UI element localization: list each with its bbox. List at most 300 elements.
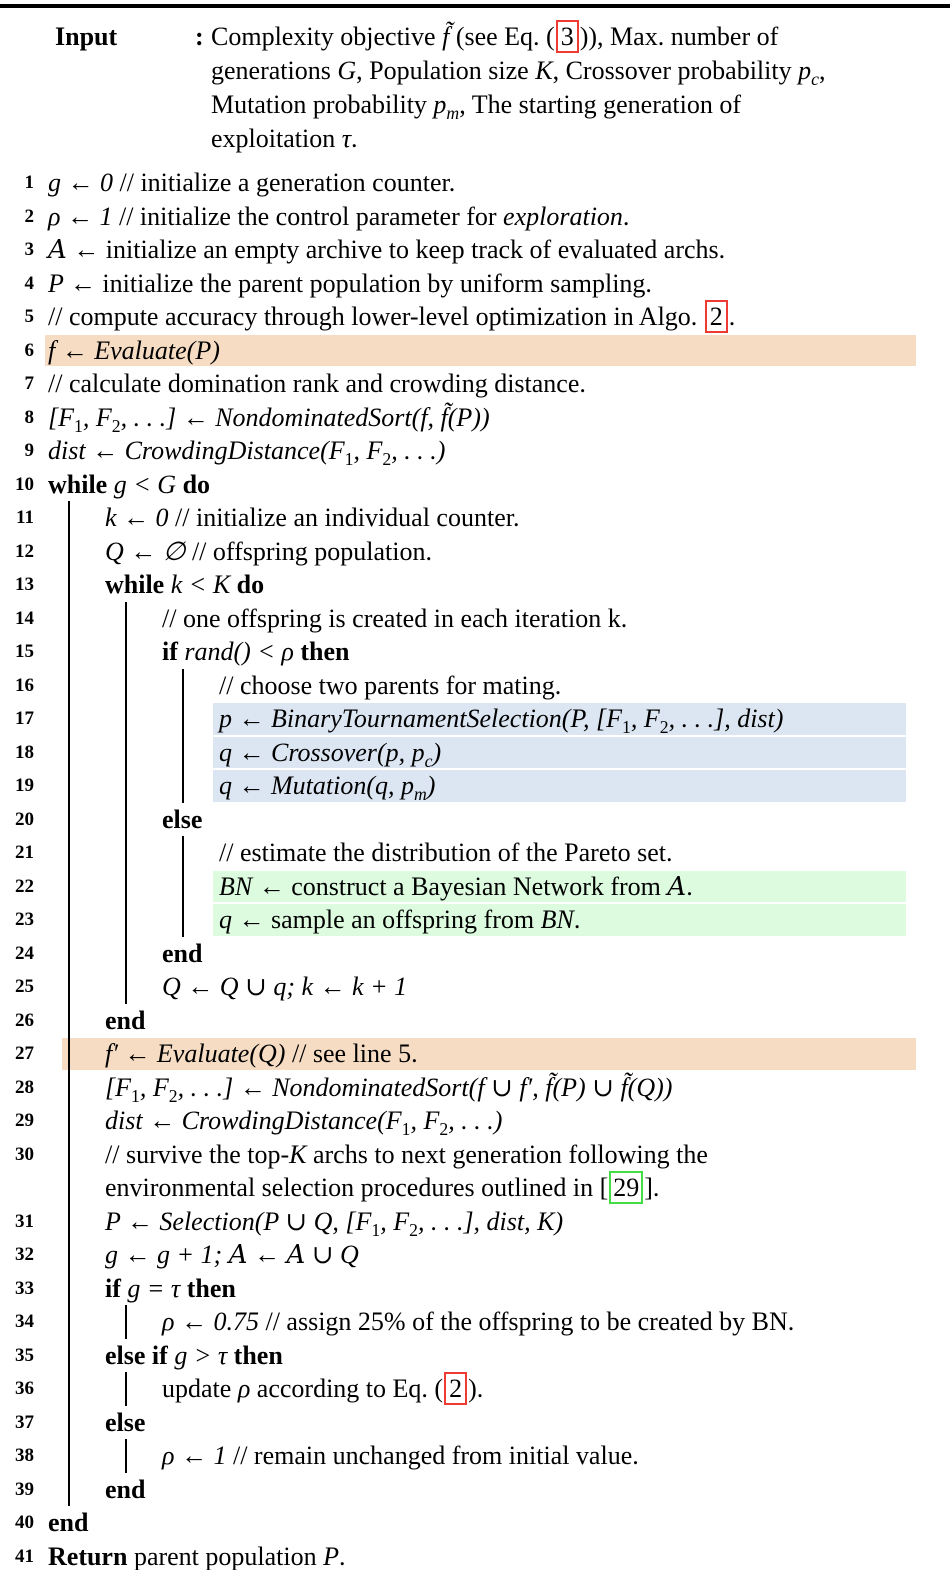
gutter [34, 769, 48, 803]
algo-line-1 [0, 166, 950, 200]
text-segment: g ← g + 1; [105, 1240, 229, 1269]
algo-line-9 [0, 434, 950, 468]
text-segment: do [230, 570, 265, 599]
line-number: 11 [16, 507, 34, 528]
text-segment: P ← [48, 268, 103, 298]
text-segment: // one offspring is created in each iteration k. [162, 603, 628, 633]
subscript: 1 [622, 717, 631, 738]
text-segment: Mutation probability [211, 90, 434, 119]
gutter [34, 535, 48, 569]
line-content [48, 401, 490, 435]
text-segment: [F [48, 402, 74, 432]
gutter [34, 166, 48, 200]
gutter [34, 669, 48, 703]
text-segment: A [286, 1240, 306, 1270]
text-segment: CrowdingDistance [124, 436, 321, 465]
algo-line-40 [0, 1506, 950, 1540]
line-content [48, 334, 220, 368]
text-segment: (p, p [376, 737, 425, 767]
algo-line-5 [0, 300, 950, 334]
algo-line-24 [0, 937, 950, 971]
line-number: 27 [15, 1043, 34, 1064]
indent-bar [48, 1071, 105, 1105]
text-segment: (P, [F [561, 704, 622, 733]
text-segment: Crossover [271, 737, 377, 767]
indent-bar [48, 836, 105, 870]
gutter [34, 267, 48, 301]
line-content [48, 300, 735, 334]
indent-bar [48, 970, 105, 1004]
text-segment: // estimate the distribution of the Pareto set. [219, 838, 673, 867]
gutter [34, 937, 48, 971]
gutter [34, 1138, 48, 1172]
line-content [105, 568, 264, 602]
line-content [162, 803, 202, 837]
text-segment: q ← [219, 905, 271, 934]
line-content [162, 1372, 483, 1406]
gutter [34, 1104, 48, 1138]
text-segment: else if [105, 1340, 175, 1370]
algo-line-18 [0, 736, 950, 770]
text-segment: then [293, 637, 350, 666]
text-segment: (P) [186, 335, 220, 365]
text-segment: (Q) [249, 1039, 292, 1068]
ref-box-green[interactable]: 29 [609, 1171, 643, 1204]
text-segment: p [798, 56, 812, 85]
line-number: 9 [24, 440, 34, 461]
text-segment: update [162, 1374, 238, 1403]
algo-line-41 [0, 1540, 950, 1570]
input-block [0, 8, 950, 162]
text-segment: then [227, 1340, 283, 1370]
algo-line-22 [0, 870, 950, 904]
text-segment: A [667, 871, 687, 902]
algo-line-19 [0, 769, 950, 803]
subscript: 2 [111, 415, 121, 436]
input-label: Input [55, 22, 118, 51]
line-content [48, 1506, 88, 1540]
text-segment: . [686, 871, 693, 901]
text-segment: [F [105, 1072, 131, 1102]
algo-line-36 [0, 1372, 950, 1406]
ref-box-red[interactable]: 3 [556, 20, 579, 53]
text-segment: Complexity objective [211, 22, 443, 51]
algo-line-29 [0, 1104, 950, 1138]
line-number: 20 [15, 808, 34, 830]
gutter [34, 903, 48, 937]
algo-line-21 [0, 836, 950, 870]
line-number: 8 [24, 406, 34, 428]
text-segment: archs to next generation following the [306, 1139, 708, 1169]
subscript: m [414, 784, 427, 805]
indent-bar [162, 836, 219, 870]
line-content [219, 669, 561, 703]
algorithm-body [0, 166, 950, 1570]
algo-line-32 [0, 1238, 950, 1272]
line-content [48, 267, 652, 301]
indent-bar [48, 1473, 105, 1507]
gutter [34, 736, 48, 770]
input-line [211, 54, 932, 88]
line-number: 37 [15, 1411, 34, 1433]
line-content [48, 367, 586, 401]
line-content [162, 1305, 794, 1339]
line-number: 22 [15, 875, 34, 897]
gutter [34, 1238, 48, 1272]
text-segment: else [105, 1407, 146, 1437]
indent-bar [105, 702, 162, 736]
indent-bar [105, 736, 162, 770]
line-content [162, 1439, 639, 1473]
text-segment: // calculate domination rank and crowding distance. [48, 369, 586, 398]
text-segment: , . . .) [448, 1106, 503, 1135]
text-segment: τ [341, 124, 352, 153]
text-segment: , . . .], dist) [668, 704, 784, 733]
text-segment: Evaluate [94, 335, 187, 365]
line-content [48, 1540, 346, 1570]
input-line [211, 122, 932, 156]
text-segment: (F [320, 436, 345, 465]
algo-line-cont [0, 1171, 950, 1205]
line-number: 19 [15, 775, 34, 796]
gutter [34, 1004, 48, 1038]
line-number: 5 [24, 306, 34, 327]
algo-line-37 [0, 1406, 950, 1440]
indent-bar [48, 669, 105, 703]
input-colon: : [195, 22, 204, 51]
algo-line-27 [0, 1037, 950, 1071]
indent-bar [105, 669, 162, 703]
line-content [219, 870, 693, 904]
text-segment: sample an offspring from [271, 905, 541, 934]
text-segment: BN ← [219, 871, 292, 901]
indent-bar [48, 1406, 105, 1440]
text-segment: (f, f̃(P)) [411, 402, 490, 432]
algo-line-30 [0, 1138, 950, 1172]
algo-line-26 [0, 1004, 950, 1038]
text-segment: // assign 25% of the offspring to be created by BN. [265, 1307, 795, 1336]
line-number: 23 [15, 909, 34, 930]
algo-line-10 [0, 468, 950, 502]
gutter [34, 434, 48, 468]
text-segment: . [728, 302, 736, 331]
text-segment: )), Max. number of [579, 22, 779, 51]
text-segment: A [48, 235, 67, 265]
gutter [34, 1372, 48, 1406]
line-number: 40 [15, 1512, 34, 1533]
gutter [34, 401, 48, 435]
line-content [105, 1238, 359, 1272]
text-segment: end [162, 938, 203, 968]
subscript: 2 [439, 1119, 449, 1140]
indent-bar [48, 1439, 105, 1473]
text-segment: , . . .], dist, K) [417, 1206, 564, 1236]
gutter [34, 602, 48, 636]
line-number: 38 [15, 1445, 34, 1466]
line-content [105, 1004, 145, 1038]
algo-line-15 [0, 635, 950, 669]
indent-bar [48, 1238, 105, 1272]
gutter [34, 1339, 48, 1373]
text-segment: p [433, 90, 447, 119]
text-segment: end [105, 1474, 146, 1504]
indent-bar [48, 1171, 105, 1205]
subscript: m [446, 103, 460, 124]
line-number: 7 [24, 373, 34, 394]
algo-line-16 [0, 669, 950, 703]
text-segment: // offspring population. [191, 536, 432, 566]
line-content [105, 1171, 659, 1205]
text-segment: f ← [48, 335, 95, 365]
line-number: 25 [15, 976, 34, 997]
algo-line-14 [0, 602, 950, 636]
text-segment: , Crossover probability [552, 56, 799, 85]
gutter [34, 501, 48, 535]
indent-bar [48, 1305, 105, 1339]
line-number: 31 [15, 1210, 34, 1232]
algo-line-11 [0, 501, 950, 535]
line-content [105, 1272, 236, 1306]
gutter [34, 468, 48, 502]
text-segment: ). [468, 1374, 484, 1403]
text-segment: ) [426, 771, 436, 800]
text-segment: Selection [159, 1206, 255, 1236]
indent-bar [48, 568, 105, 602]
indent-bar [105, 635, 162, 669]
indent-bar [105, 602, 162, 636]
text-segment: . [351, 124, 358, 153]
line-content [105, 1339, 283, 1373]
text-segment: , The starting generation of [459, 90, 742, 119]
indent-bar [48, 602, 105, 636]
line-number: 26 [15, 1009, 34, 1031]
text-segment: , [818, 56, 826, 85]
indent-bar [105, 937, 162, 971]
gutter [34, 200, 48, 234]
indent-bar [48, 736, 105, 770]
line-number: 28 [15, 1076, 34, 1098]
text-segment: (P ∪ Q, [F [254, 1206, 372, 1236]
indent-bar [48, 501, 105, 535]
gutter [34, 568, 48, 602]
indent-bar [105, 803, 162, 837]
line-number: 29 [15, 1110, 34, 1131]
input-line [211, 88, 932, 122]
indent-bar [105, 1439, 162, 1473]
indent-bar [48, 1339, 105, 1373]
algo-line-12 [0, 535, 950, 569]
text-segment: // remain unchanged from initial value. [232, 1441, 639, 1470]
algo-line-17 [0, 702, 950, 736]
text-segment: g < G [113, 469, 177, 499]
algo-line-3 [0, 233, 950, 267]
indent-bar [105, 970, 162, 1004]
algo-line-20 [0, 803, 950, 837]
line-number: 1 [24, 172, 34, 193]
indent-bar [48, 1372, 105, 1406]
indent-bar [48, 803, 105, 837]
text-segment: generations [211, 56, 338, 85]
line-number: 24 [15, 942, 34, 964]
gutter [34, 1171, 48, 1205]
subscript: 1 [401, 1119, 411, 1140]
algo-line-33 [0, 1272, 950, 1306]
line-number: 18 [15, 741, 34, 763]
text-segment: Q ← ∅ [105, 536, 192, 566]
text-segment: ∪ Q [305, 1240, 359, 1269]
ref-box-red[interactable]: 2 [444, 1372, 467, 1405]
gutter [34, 1205, 48, 1239]
text-segment: G [337, 56, 357, 85]
text-segment: // initialize the control parameter for [118, 201, 504, 231]
line-content [162, 635, 349, 669]
indent-bar [48, 1037, 105, 1071]
indent-bar [162, 903, 219, 937]
line-number: 36 [15, 1378, 34, 1399]
indent-bar [48, 1104, 105, 1138]
line-number: 33 [15, 1277, 34, 1299]
text-segment: g > τ [174, 1340, 228, 1370]
gutter [34, 1473, 48, 1507]
text-segment: . [339, 1541, 346, 1570]
line-content [105, 1071, 672, 1105]
algo-line-7 [0, 367, 950, 401]
text-segment: end [48, 1508, 89, 1537]
subscript: 2 [168, 1085, 178, 1106]
text-segment: (F [377, 1106, 402, 1135]
line-number: 32 [15, 1244, 34, 1265]
algo-line-2 [0, 200, 950, 234]
line-content [219, 769, 435, 803]
gutter [34, 836, 48, 870]
line-content [48, 166, 455, 200]
algo-line-28 [0, 1071, 950, 1105]
line-content [219, 836, 672, 870]
line-number: 34 [15, 1311, 34, 1332]
line-number: 17 [15, 708, 34, 729]
line-content [105, 1473, 145, 1507]
subscript: c [811, 69, 819, 90]
text-segment: q ← [219, 737, 271, 767]
gutter [34, 1071, 48, 1105]
line-content [219, 903, 580, 937]
text-segment: ]. [644, 1173, 660, 1202]
algo-line-25 [0, 970, 950, 1004]
line-content [48, 434, 445, 468]
indent-bar [105, 769, 162, 803]
indent-bar [48, 1004, 105, 1038]
text-segment: , . . .) [391, 436, 446, 465]
text-segment: (q, p [366, 771, 415, 800]
ref-box-red[interactable]: 2 [705, 300, 728, 333]
indent-bar [48, 1272, 105, 1306]
input-line [211, 20, 932, 54]
line-number: 21 [15, 842, 34, 863]
text-segment: p ← [219, 704, 271, 733]
gutter [34, 635, 48, 669]
text-segment: , F [410, 1106, 440, 1135]
line-number: 6 [24, 339, 34, 361]
text-segment: Q ← Q ∪ q; k ← k + 1 [162, 972, 408, 1001]
text-segment: parent population [133, 1541, 324, 1570]
text-segment: P ← [105, 1206, 160, 1236]
text-segment: rand() < ρ [184, 637, 294, 666]
line-content [219, 702, 783, 736]
line-number: 35 [15, 1344, 34, 1366]
subscript: 2 [409, 1219, 418, 1240]
text-segment: initialize the parent population by uniform sampling. [102, 268, 652, 298]
text-segment: , F [139, 1072, 169, 1102]
gutter [34, 1506, 48, 1540]
algo-line-38 [0, 1439, 950, 1473]
gutter [34, 1305, 48, 1339]
line-content [105, 1138, 708, 1172]
gutter [34, 803, 48, 837]
indent-bar [162, 870, 219, 904]
text-segment: // survive the top- [105, 1139, 290, 1169]
text-segment: g = τ [127, 1273, 181, 1303]
text-segment: (see Eq. ( [449, 22, 555, 51]
indent-bar [48, 903, 105, 937]
text-segment: BN [540, 905, 574, 934]
line-content [105, 1037, 418, 1071]
indent-bar [162, 736, 219, 770]
text-segment: ρ [237, 1374, 251, 1403]
text-segment: else [162, 804, 203, 834]
text-segment: k ← 0 [105, 503, 176, 532]
text-segment: , F [82, 402, 112, 432]
text-segment: while [105, 570, 171, 599]
gutter [34, 300, 48, 334]
subscript: 1 [131, 1085, 140, 1106]
algo-line-4 [0, 267, 950, 301]
line-number: 30 [15, 1143, 34, 1165]
line-number: 14 [15, 607, 34, 629]
text-segment: if [162, 637, 185, 666]
indent-bar [48, 535, 105, 569]
text-segment: while [48, 469, 114, 499]
line-number: 10 [15, 473, 34, 495]
text-segment: // choose two parents for mating. [219, 670, 562, 700]
indent-bar [48, 1138, 105, 1172]
text-segment: exploitation [211, 124, 342, 153]
line-number: 4 [24, 272, 34, 294]
text-segment: then [180, 1273, 236, 1303]
algo-line-13 [0, 568, 950, 602]
text-segment: ρ ← 1 [162, 1441, 233, 1470]
text-segment: P [323, 1541, 340, 1570]
gutter [34, 1037, 48, 1071]
text-segment: according to Eq. ( [250, 1374, 444, 1403]
text-segment: CrowdingDistance [181, 1106, 378, 1135]
text-segment: // compute accuracy through lower-level optimization in Algo. [48, 302, 704, 331]
line-number: 13 [15, 574, 34, 595]
subscript: 1 [344, 449, 354, 470]
line-number [0, 1171, 34, 1205]
subscript: c [424, 750, 433, 771]
text-segment: ← [66, 235, 106, 264]
line-content [105, 535, 432, 569]
indent-bar [162, 669, 219, 703]
text-segment: k < K [170, 570, 231, 599]
text-segment: environmental selection procedures outlined in [ [105, 1173, 609, 1202]
algo-line-39 [0, 1473, 950, 1507]
gutter [34, 1406, 48, 1440]
text-segment: dist ← [48, 436, 125, 465]
line-content [162, 602, 627, 636]
text-segment: . [622, 201, 630, 231]
input-description [211, 20, 932, 156]
